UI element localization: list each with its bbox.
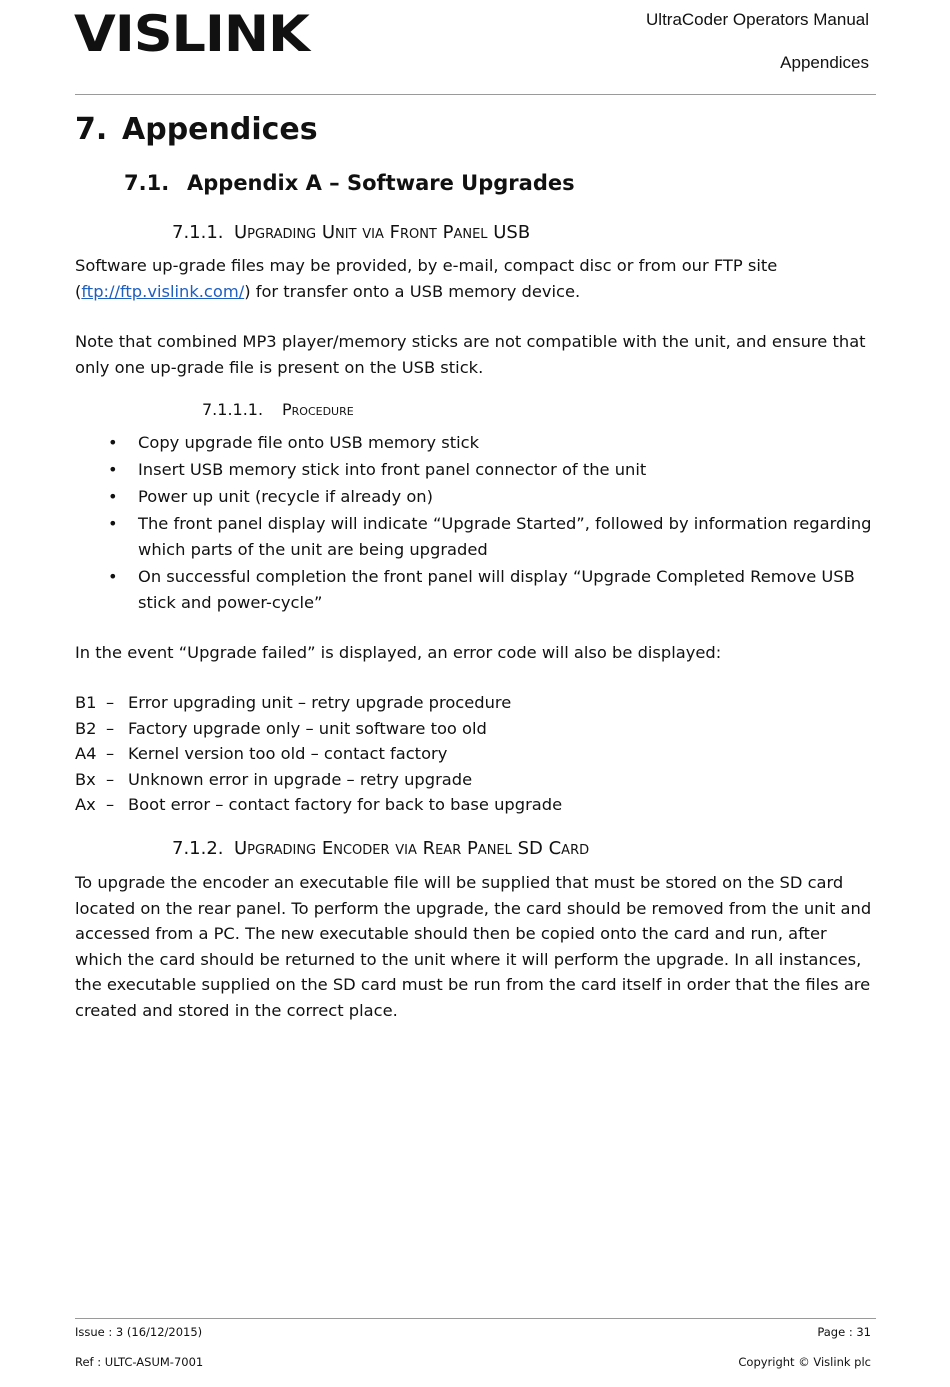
error-code: B2 <box>75 718 97 738</box>
bullet-icon: • <box>108 567 118 586</box>
subsection-heading-sd <box>172 838 589 859</box>
dash-separator: – <box>106 693 115 712</box>
usb-note-paragraph: Note that combined MP3 player/memory sticks are not compatible with the unit, and ensure that only one up-grade file is present on the USB stick. <box>75 332 866 377</box>
usb-intro-text-b: ) for transfer onto a USB memory device. <box>244 281 581 301</box>
error-code-row <box>75 792 562 818</box>
list-item <box>108 457 878 483</box>
step-text: Copy upgrade file onto USB memory stick <box>138 433 479 452</box>
error-code-row <box>75 767 562 793</box>
dash-separator: – <box>106 769 115 789</box>
error-description: Boot error – contact factory for back to base upgrade <box>128 795 563 815</box>
error-code: A4 <box>75 744 97 764</box>
usb-intro-text-a: Software up-grade files may be provided, by e-mail, compact disc or from our FTP site ( <box>75 256 778 301</box>
procedure-heading <box>202 400 354 419</box>
error-description: Kernel version too old – contact factory <box>128 744 448 764</box>
procedure-steps <box>108 430 878 617</box>
procedure-number: 7.1.1.1. <box>202 400 264 419</box>
error-code-row <box>75 741 562 767</box>
subsection-title-sd: Upgrading Encoder via Rear Panel SD Card <box>234 838 590 859</box>
subsection-number-usb: 7.1.1. <box>172 222 224 243</box>
error-code-list <box>75 690 562 818</box>
dash-separator: – <box>106 718 115 738</box>
header-divider <box>75 94 876 95</box>
dash-separator: – <box>106 744 115 764</box>
chapter-number: 7. <box>75 112 108 147</box>
ftp-link[interactable]: ftp://ftp.vislink.com/ <box>81 281 245 301</box>
footer-copyright: Copyright © Vislink plc <box>738 1355 871 1369</box>
header-section-name: Appendices <box>780 53 869 72</box>
error-code: B1 <box>75 693 97 712</box>
error-description: Unknown error in upgrade – retry upgrade <box>128 769 473 789</box>
list-item <box>108 430 878 456</box>
footer-divider <box>75 1318 876 1319</box>
step-text: Insert USB memory stick into front panel connector of the unit <box>138 460 647 479</box>
usb-intro-paragraph <box>75 253 875 304</box>
dash-separator: – <box>106 795 115 815</box>
vislink-logo: VISLINK <box>74 5 309 63</box>
bullet-icon: • <box>108 460 118 479</box>
footer-issue: Issue : 3 (16/12/2015) <box>75 1325 203 1339</box>
error-code-row <box>75 716 562 742</box>
chapter-heading <box>75 112 318 147</box>
sd-card-paragraph: To upgrade the encoder an executable file will be supplied that must be stored on the SD card located on the rear panel. To perform the upgrade, the card should be removed from the unit and accessed from a PC. The new executable should then be copied onto the card and run, after which the card should be returned to the unit where it will perform the upgrade. In all instances, the executable supplied on the SD card must be run from the card itself in order that the files are created and stored in the correct place. <box>75 873 872 1020</box>
error-code: Bx <box>75 769 96 789</box>
bullet-icon: • <box>108 514 118 533</box>
step-text: On successful completion the front panel will display “Upgrade Completed Remove USB stick and power-cycle” <box>138 567 855 612</box>
list-item <box>108 511 878 563</box>
step-text: The front panel display will indicate “Upgrade Started”, followed by information regarding which parts of the unit are being upgraded <box>138 514 872 559</box>
section-number: 7.1. <box>124 171 170 195</box>
section-title: Appendix A – Software Upgrades <box>187 171 575 195</box>
error-description: Error upgrading unit – retry upgrade procedure <box>128 693 512 712</box>
error-description: Factory upgrade only – unit software too old <box>128 718 487 738</box>
subsection-heading-usb <box>172 222 530 243</box>
bullet-icon: • <box>108 487 118 506</box>
error-code-row <box>75 690 562 716</box>
footer-page-number: Page : 31 <box>817 1325 871 1339</box>
subsection-title-usb: Upgrading Unit via Front Panel USB <box>234 222 531 243</box>
manual-title: UltraCoder Operators Manual <box>646 10 869 29</box>
footer-reference: Ref : ULTC-ASUM-7001 <box>75 1355 204 1369</box>
chapter-title: Appendices <box>122 112 318 147</box>
list-item <box>108 484 878 510</box>
subsection-number-sd: 7.1.2. <box>172 838 224 859</box>
error-intro-paragraph: In the event “Upgrade failed” is displayed, an error code will also be displayed: <box>75 643 722 662</box>
error-code: Ax <box>75 795 96 815</box>
bullet-icon: • <box>108 433 118 452</box>
list-item <box>108 564 878 616</box>
procedure-title: Procedure <box>282 400 354 419</box>
section-heading <box>124 171 575 195</box>
step-text: Power up unit (recycle if already on) <box>138 487 433 506</box>
